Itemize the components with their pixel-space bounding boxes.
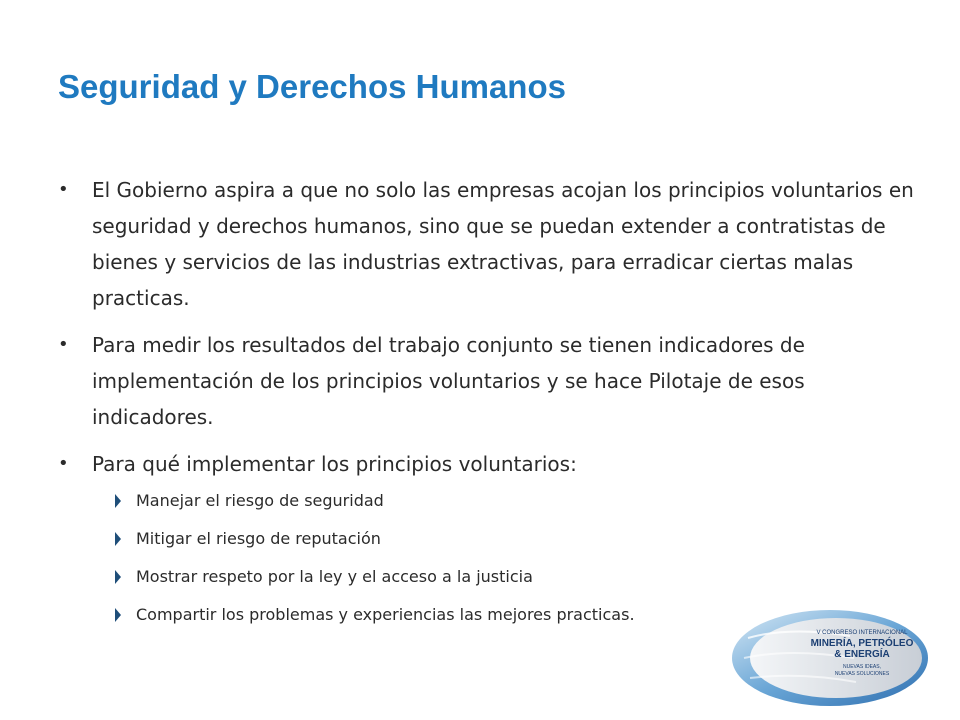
logo-text: & ENERGÍA bbox=[834, 649, 890, 660]
sub-bullet-text: Compartir los problemas y experiencias las mejores practicas. bbox=[136, 605, 635, 624]
bullet-dot-icon: • bbox=[58, 334, 69, 355]
bullet-text: El Gobierno aspira a que no solo las empresas acojan los principios voluntarios en seguridad y derechos humanos, sino que se puedan extender a contratistas de bienes y servicios de las industrias extractivas, para erradicar ciertas malas practicas. bbox=[92, 178, 914, 310]
logo-text: NUEVAS SOLUCIONES bbox=[834, 671, 890, 677]
bullet-item bbox=[56, 327, 916, 435]
bullet-dot-icon: • bbox=[58, 453, 69, 474]
arrow-right-icon bbox=[114, 569, 122, 585]
logo-text: NUEVAS IDEAS, bbox=[843, 664, 881, 670]
arrow-right-icon bbox=[114, 531, 122, 547]
bullet-item bbox=[56, 172, 916, 316]
sub-bullet-item bbox=[56, 528, 916, 549]
slide-title: Seguridad y Derechos Humanos bbox=[58, 68, 566, 105]
slide-body bbox=[56, 172, 916, 642]
bullet-text: Para medir los resultados del trabajo conjunto se tienen indicadores de implementación de los principios voluntarios y se hace Pilotaje de esos indicadores. bbox=[92, 333, 805, 429]
logo-text: MINERÍA, PETRÓLEO bbox=[810, 638, 914, 649]
arrow-right-icon bbox=[114, 493, 122, 509]
sub-bullet-text: Mitigar el riesgo de reputación bbox=[136, 529, 381, 548]
sub-bullet-list bbox=[56, 490, 916, 625]
sub-bullet-text: Mostrar respeto por la ley y el acceso a la justicia bbox=[136, 567, 533, 586]
bullet-text: Para qué implementar los principios voluntarios: bbox=[92, 452, 577, 476]
arrow-right-icon bbox=[114, 607, 122, 623]
sub-bullet-item bbox=[56, 566, 916, 587]
bullet-dot-icon: • bbox=[58, 179, 69, 200]
sub-bullet-text: Manejar el riesgo de seguridad bbox=[136, 491, 384, 510]
bullet-item bbox=[56, 446, 916, 482]
sub-bullet-item bbox=[56, 490, 916, 511]
congress-logo bbox=[730, 608, 940, 708]
logo-text: V CONGRESO INTERNACIONAL bbox=[816, 630, 908, 636]
